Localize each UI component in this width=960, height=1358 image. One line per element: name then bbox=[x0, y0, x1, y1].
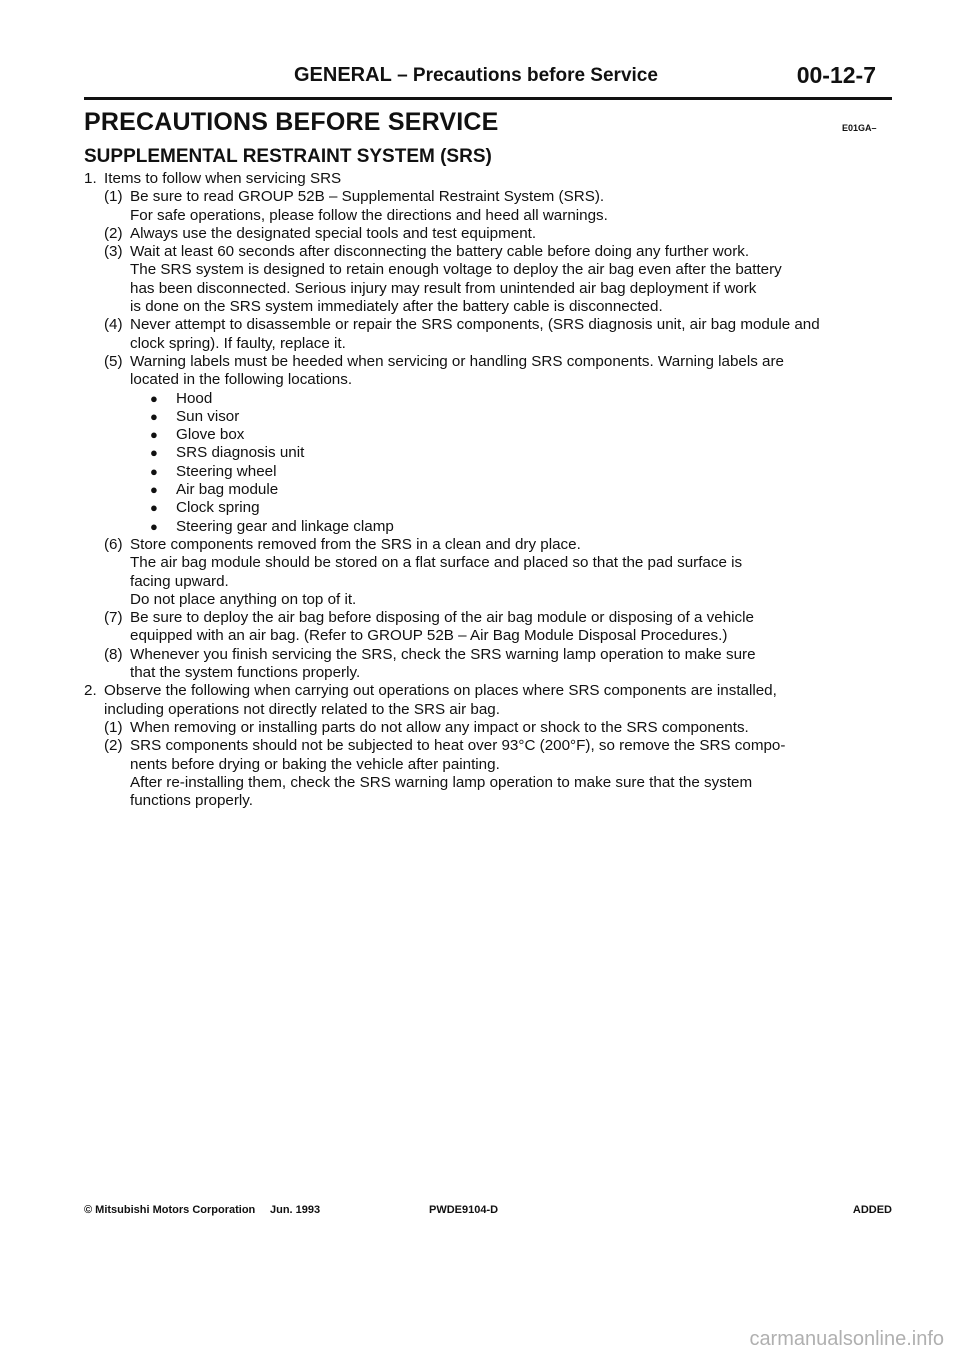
item-2 bbox=[84, 682, 884, 810]
text-line: located in the following locations. bbox=[130, 371, 353, 389]
text-line: facing upward. bbox=[130, 572, 229, 590]
bullet-icon: ● bbox=[150, 408, 158, 424]
footer-doc-code: PWDE9104-D bbox=[429, 1204, 499, 1216]
item-number: 2. bbox=[84, 682, 97, 700]
bullet-text: Clock spring bbox=[176, 499, 260, 517]
text-line: Always use the designated special tools and test equipment. bbox=[130, 224, 537, 242]
bullet-icon: ● bbox=[150, 463, 158, 479]
bullet-text: Sun visor bbox=[176, 407, 240, 425]
bullet-item bbox=[150, 444, 884, 462]
sub-item-number: (8) bbox=[104, 645, 123, 663]
text-line: The air bag module should be stored on a flat surface and placed so that the pad surface is bbox=[130, 554, 743, 572]
sub-item-number: (6) bbox=[104, 535, 123, 553]
sub-item-1-3 bbox=[104, 243, 884, 316]
text-line: equipped with an air bag. (Refer to GROUP 52B – Air Bag Module Disposal Procedures.) bbox=[130, 627, 728, 645]
text-line: Be sure to read GROUP 52B – Supplemental Restraint System (SRS). bbox=[130, 188, 605, 206]
text-line: has been disconnected. Serious injury may result from unintended air bag deployment if work bbox=[130, 279, 757, 297]
sub-item-1-5 bbox=[104, 353, 884, 536]
sub-item-1-8 bbox=[104, 646, 884, 683]
footer-status: ADDED bbox=[852, 1204, 892, 1216]
text-line: Never attempt to disassemble or repair the SRS components, (SRS diagnosis unit, air bag module and bbox=[130, 316, 820, 334]
bullet-item bbox=[150, 408, 884, 426]
text-line: Be sure to deploy the air bag before disposing of the air bag module or disposing of a vehicle bbox=[130, 609, 754, 627]
sub-item-2-1 bbox=[104, 719, 884, 737]
sub-item-number: (2) bbox=[104, 224, 123, 242]
text-line: is done on the SRS system immediately after the battery cable is disconnected. bbox=[130, 298, 663, 316]
sub-item-1-4 bbox=[104, 316, 884, 353]
bullet-item bbox=[150, 426, 884, 444]
text-line: When removing or installing parts do not allow any impact or shock to the SRS components. bbox=[130, 718, 749, 736]
bullet-icon: ● bbox=[150, 518, 158, 534]
sub-item-1-7 bbox=[104, 609, 884, 646]
bullet-icon: ● bbox=[150, 390, 158, 406]
sub-item-number: (2) bbox=[104, 737, 123, 755]
body-text bbox=[84, 170, 884, 810]
bullet-text: Steering gear and linkage clamp bbox=[176, 517, 394, 535]
bullet-text: Steering wheel bbox=[176, 462, 277, 480]
sub-item-number: (4) bbox=[104, 316, 123, 334]
bullet-icon: ● bbox=[150, 445, 158, 461]
bullet-item bbox=[150, 499, 884, 517]
item-number: 1. bbox=[84, 170, 97, 187]
item-1 bbox=[84, 170, 884, 682]
section-code: E01GA– bbox=[842, 123, 877, 133]
header-dash: – bbox=[391, 65, 413, 86]
bullet-item bbox=[150, 463, 884, 481]
header-subsection: Precautions before Service bbox=[412, 65, 658, 86]
page-header bbox=[84, 62, 884, 94]
text-line: Store components removed from the SRS in a clean and dry place. bbox=[130, 535, 581, 553]
text-line: After re-installing them, check the SRS warning lamp operation to make sure that the system bbox=[130, 773, 753, 791]
footer-date: Jun. 1993 bbox=[270, 1204, 321, 1216]
bullet-text: Glove box bbox=[176, 426, 245, 444]
page-title: PRECAUTIONS BEFORE SERVICE bbox=[84, 108, 499, 136]
text-line: clock spring). If faulty, replace it. bbox=[130, 334, 346, 352]
text-line: Whenever you finish servicing the SRS, check the SRS warning lamp operation to make sure bbox=[130, 645, 756, 663]
text-line: SRS components should not be subjected to heat over 93°C (200°F), so remove the SRS compo- bbox=[130, 737, 786, 755]
text-line: that the system functions properly. bbox=[130, 664, 361, 682]
text-line: Observe the following when carrying out operations on places where SRS components are installed, bbox=[104, 682, 777, 700]
text-line: Wait at least 60 seconds after disconnecting the battery cable before doing any further work. bbox=[130, 243, 750, 261]
sub-item-2-2 bbox=[104, 737, 884, 810]
header-section: GENERAL bbox=[294, 64, 392, 86]
text-line: Do not place anything on top of it. bbox=[130, 590, 357, 608]
bullet-text: Hood bbox=[176, 389, 213, 407]
watermark: carmanualsonline.info bbox=[749, 1328, 944, 1350]
sub-item-1-2 bbox=[104, 225, 884, 243]
bullet-item bbox=[150, 390, 884, 408]
bullet-item bbox=[150, 518, 884, 536]
text-line: For safe operations, please follow the directions and heed all warnings. bbox=[130, 206, 608, 224]
section-subtitle: SUPPLEMENTAL RESTRAINT SYSTEM (SRS) bbox=[84, 146, 492, 167]
bullet-icon: ● bbox=[150, 427, 158, 443]
text-line: functions properly. bbox=[130, 792, 253, 810]
bullet-icon: ● bbox=[150, 500, 158, 516]
bullet-icon: ● bbox=[150, 482, 158, 498]
header-rule bbox=[84, 97, 892, 100]
text-line: The SRS system is designed to retain enough voltage to deploy the air bag even after the battery bbox=[130, 261, 782, 279]
sub-item-1-6 bbox=[104, 536, 884, 609]
text-line: Warning labels must be heeded when servicing or handling SRS components. Warning labels are bbox=[130, 352, 784, 370]
header-page-number: 00-12-7 bbox=[796, 62, 876, 88]
sub-item-number: (1) bbox=[104, 188, 123, 206]
text-line: nents before drying or baking the vehicle after painting. bbox=[130, 755, 500, 773]
header-title bbox=[294, 64, 658, 87]
bullet-text: SRS diagnosis unit bbox=[176, 444, 305, 462]
sub-item-1-1 bbox=[104, 188, 884, 225]
text-line: including operations not directly related to the SRS air bag. bbox=[104, 700, 500, 718]
item-text: Items to follow when servicing SRS bbox=[104, 170, 342, 187]
sub-item-number: (5) bbox=[104, 352, 123, 370]
bullet-item bbox=[150, 481, 884, 499]
footer-copyright: © Mitsubishi Motors Corporation bbox=[84, 1204, 256, 1216]
sub-item-number: (7) bbox=[104, 609, 123, 627]
bullet-text: Air bag module bbox=[176, 481, 279, 499]
sub-item-number: (3) bbox=[104, 243, 123, 261]
sub-item-number: (1) bbox=[104, 718, 123, 736]
